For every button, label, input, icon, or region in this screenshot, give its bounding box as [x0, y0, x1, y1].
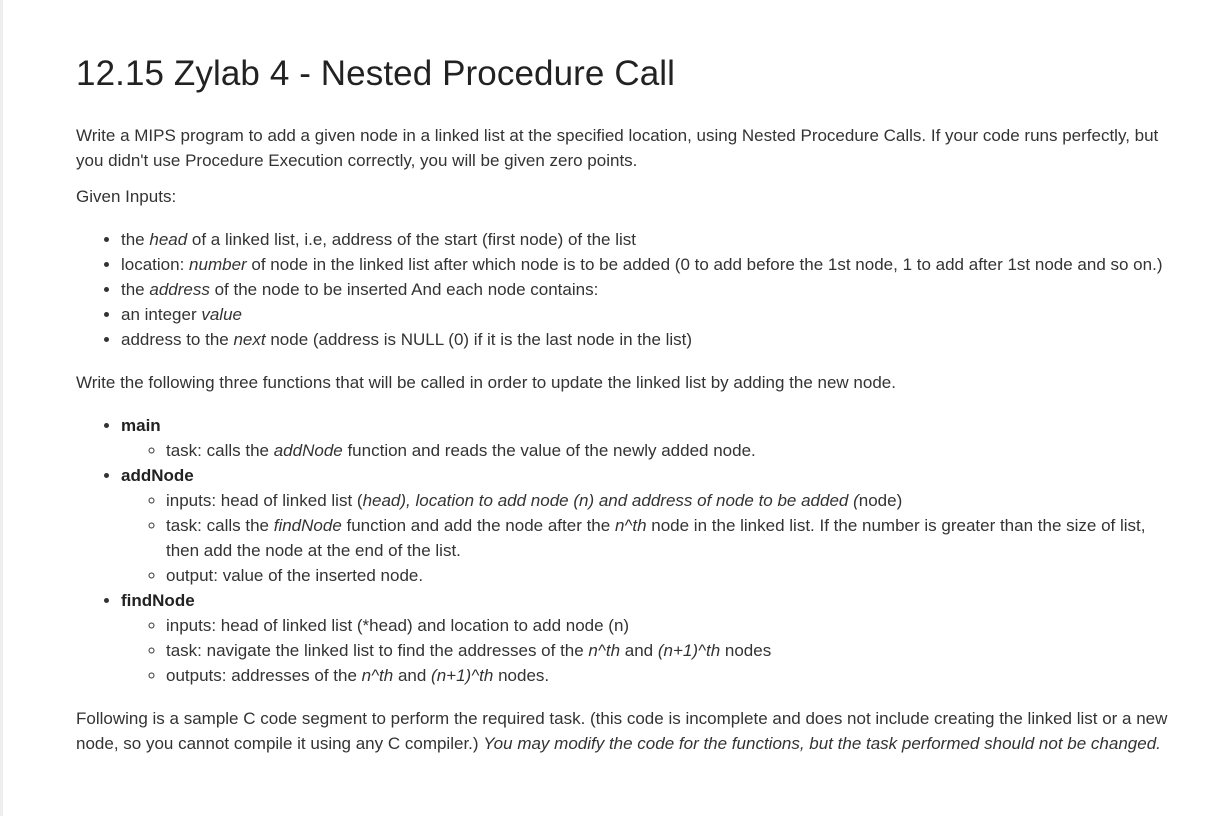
closing-paragraph: Following is a sample C code segment to perform the required task. (this code is incomplete and does not include creating the linked list or a new node, so you cannot compile it using any C compiler.) You may modify the code for the functions, but the task performed should not be changed. — [76, 709, 1168, 753]
page-title: 12.15 Zylab 4 - Nested Procedure Call — [76, 54, 676, 93]
list-item: • the head of a linked list, i.e, address of the start (first node) of the list — [121, 227, 1171, 252]
list-item: • location: number of node in the linked list after which node is to be added (0 to add before the 1st node, 1 to add after 1st node and so on.) — [121, 252, 1171, 277]
function-name: addNode — [121, 466, 194, 485]
list-item: • an integer value — [121, 302, 1171, 327]
list-item: ◦ task: calls the addNode function and reads the value of the newly added node. — [166, 438, 1166, 463]
functions-list — [76, 413, 1176, 688]
list-item: ◦ outputs: addresses of the n^th and (n+1)^th nodes. — [166, 663, 1166, 688]
list-item: ◦ inputs: head of linked list (*head) and location to add node (n) — [166, 613, 1166, 638]
given-inputs-label: Given Inputs: — [76, 187, 177, 206]
intro-paragraph: Write a MIPS program to add a given node in a linked list at the specified location, using Nested Procedure Calls. If your code runs perfectly, but you didn't use Procedure Execution correctly, you will be given zero points. — [76, 126, 1159, 170]
list-item: ◦ task: calls the findNode function and add the node after the n^th node in the linked list. If the number is greater than the size of list, then add the node at the end of the list. — [166, 513, 1166, 563]
list-item: • the address of the node to be inserted And each node contains: — [121, 277, 1171, 302]
left-border — [0, 0, 3, 816]
list-item: ◦ output: value of the inserted node. — [166, 563, 1166, 588]
function-addnode — [121, 463, 1176, 588]
list-item: • address to the next node (address is NULL (0) if it is the last node in the list) — [121, 327, 1171, 352]
lab-content — [76, 52, 1176, 756]
function-main — [121, 413, 1176, 463]
function-name: findNode — [121, 591, 195, 610]
list-item: ◦ inputs: head of linked list (head), location to add node (n) and address of node to be added (node) — [166, 488, 1166, 513]
function-name: main — [121, 416, 161, 435]
functions-intro: Write the following three functions that will be called in order to update the linked list by adding the new node. — [76, 373, 896, 392]
function-findnode — [121, 588, 1176, 688]
list-item: ◦ task: navigate the linked list to find the addresses of the n^th and (n+1)^th nodes — [166, 638, 1166, 663]
inputs-list — [76, 227, 1171, 352]
